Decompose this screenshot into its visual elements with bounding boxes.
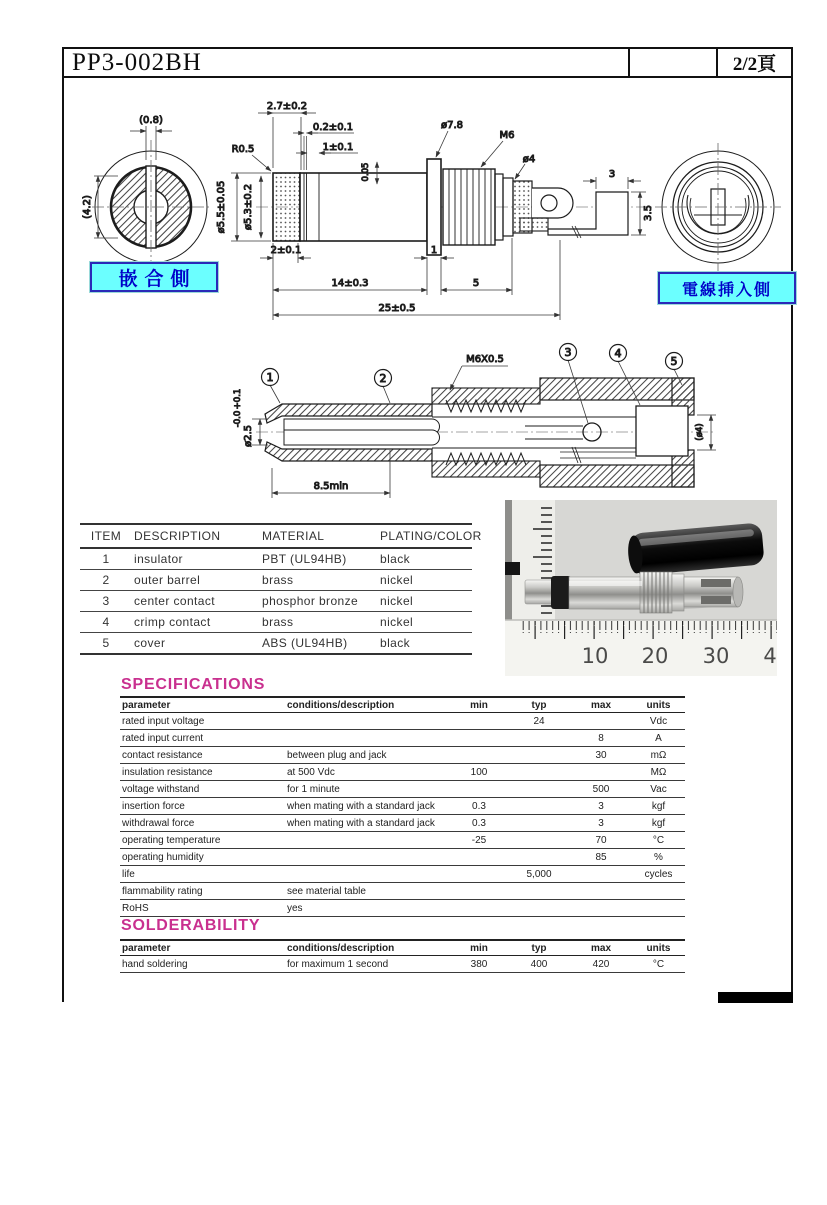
spec-row-max: 85 bbox=[570, 849, 632, 866]
spec-row-typ: 24 bbox=[508, 713, 570, 730]
parts-row-plating: nickel bbox=[378, 591, 472, 612]
parts-row bbox=[80, 612, 472, 633]
spec-row-cond: yes bbox=[285, 900, 450, 917]
spec-header-typ: typ bbox=[508, 697, 570, 713]
spec-row-cond: at 500 Vdc bbox=[285, 764, 450, 781]
spec-row-min bbox=[450, 883, 508, 900]
spec-row-units: % bbox=[632, 849, 685, 866]
dim-flange-od: ø7.8 bbox=[440, 120, 464, 131]
spec-row-units: °C bbox=[632, 832, 685, 849]
solder-row-min: 380 bbox=[450, 956, 508, 973]
spec-row bbox=[120, 866, 685, 883]
spec-row-param: flammability rating bbox=[120, 883, 285, 900]
solder-row-param: hand soldering bbox=[120, 956, 285, 973]
parts-row-item: 3 bbox=[80, 591, 132, 612]
specifications-table bbox=[120, 696, 685, 917]
parts-row bbox=[80, 548, 472, 570]
dim-cover-bore: (ø4) bbox=[695, 423, 705, 441]
spec-row-param: rated input voltage bbox=[120, 713, 285, 730]
parts-row-item: 4 bbox=[80, 612, 132, 633]
spec-row-units bbox=[632, 883, 685, 900]
spec-row-min: 100 bbox=[450, 764, 508, 781]
solder-row-units: °C bbox=[632, 956, 685, 973]
spec-row bbox=[120, 900, 685, 917]
dim-bore-tol-plus: +0.1 bbox=[233, 388, 243, 410]
bottom-corner-bar bbox=[718, 992, 793, 1003]
spec-row-param: voltage withstand bbox=[120, 781, 285, 798]
spec-row-units: mΩ bbox=[632, 747, 685, 764]
parts-row-item: 5 bbox=[80, 633, 132, 655]
dim-thread-spec: M6X0.5 bbox=[466, 354, 504, 365]
spec-row-param: operating humidity bbox=[120, 849, 285, 866]
dim-flange-width: 1 bbox=[430, 245, 438, 256]
spec-row bbox=[120, 713, 685, 730]
solder-header-typ: typ bbox=[508, 940, 570, 956]
spec-row bbox=[120, 730, 685, 747]
spec-row-max bbox=[570, 900, 632, 917]
spec-row-typ bbox=[508, 849, 570, 866]
part-number-cell bbox=[64, 49, 630, 76]
spec-row-typ bbox=[508, 900, 570, 917]
title-spacer-cell bbox=[630, 49, 718, 76]
spec-row-units: A bbox=[632, 730, 685, 747]
mating-side-text: 嵌合側 bbox=[118, 268, 197, 290]
balloon-2: 2 bbox=[379, 372, 387, 385]
parts-row-item: 1 bbox=[80, 548, 132, 570]
dim-insulator-od: ø4 bbox=[522, 154, 536, 165]
dim-front-outer-dia: (4.2) bbox=[82, 195, 93, 219]
balloon-3: 3 bbox=[564, 346, 572, 359]
parts-row-plating: nickel bbox=[378, 570, 472, 591]
parts-header-material: MATERIAL bbox=[260, 524, 378, 548]
dim-overall-length: 25±0.5 bbox=[378, 303, 416, 314]
parts-row-plating: black bbox=[378, 633, 472, 655]
spec-row-min bbox=[450, 730, 508, 747]
dim-tip-od: ø5.3±0.2 bbox=[243, 183, 254, 231]
spec-row-typ bbox=[508, 883, 570, 900]
spec-row-max: 500 bbox=[570, 781, 632, 798]
spec-row-param: insertion force bbox=[120, 798, 285, 815]
spec-row bbox=[120, 883, 685, 900]
spec-row bbox=[120, 764, 685, 781]
spec-row-param: contact resistance bbox=[120, 747, 285, 764]
specifications-heading: SPECIFICATIONS bbox=[121, 676, 266, 693]
spec-row-min bbox=[450, 849, 508, 866]
balloon-1: 1 bbox=[266, 371, 274, 384]
spec-header-conditions: conditions/description bbox=[285, 697, 450, 713]
spec-row-max: 3 bbox=[570, 815, 632, 832]
spec-header-min: min bbox=[450, 697, 508, 713]
parts-row-material: PBT (UL94HB) bbox=[260, 548, 378, 570]
spec-row-max: 3 bbox=[570, 798, 632, 815]
spec-row bbox=[120, 781, 685, 798]
spec-row-typ bbox=[508, 747, 570, 764]
spec-header-units: units bbox=[632, 697, 685, 713]
dim-chamfer: 0.05 bbox=[361, 162, 371, 182]
parts-header-row bbox=[80, 524, 472, 548]
parts-row-description: outer barrel bbox=[132, 570, 260, 591]
spec-row-units: Vac bbox=[632, 781, 685, 798]
spec-header-parameter: parameter bbox=[120, 697, 285, 713]
solder-row-typ: 400 bbox=[508, 956, 570, 973]
balloon-4: 4 bbox=[614, 347, 622, 360]
spec-row-typ bbox=[508, 764, 570, 781]
solder-header-max: max bbox=[570, 940, 632, 956]
spec-row-cond: for 1 minute bbox=[285, 781, 450, 798]
section-view-drawing bbox=[233, 344, 716, 499]
spec-row-param: withdrawal force bbox=[120, 815, 285, 832]
part-number: PP3-002BH bbox=[72, 48, 202, 76]
spec-row-max: 8 bbox=[570, 730, 632, 747]
solder-row-cond: for maximum 1 second bbox=[285, 956, 450, 973]
spec-row bbox=[120, 798, 685, 815]
spec-row-cond: when mating with a standard jack bbox=[285, 815, 450, 832]
parts-row-material: brass bbox=[260, 570, 378, 591]
spec-row-max bbox=[570, 713, 632, 730]
solderability-table bbox=[120, 939, 685, 973]
dim-barrel-od: ø5.5±0.05 bbox=[216, 180, 227, 234]
front-view-drawing bbox=[82, 115, 212, 276]
parts-row-description: cover bbox=[132, 633, 260, 655]
spec-row-typ: 5,000 bbox=[508, 866, 570, 883]
dim-tab-height: 3.5 bbox=[643, 205, 654, 221]
product-photo-image bbox=[505, 500, 777, 676]
dim-bore-tol-minus: -0.0 bbox=[233, 410, 243, 428]
dim-knurl-length: 2.7±0.2 bbox=[266, 101, 308, 112]
page-border-right bbox=[791, 47, 793, 992]
spec-row-typ bbox=[508, 798, 570, 815]
page-number: 2/2頁 bbox=[732, 54, 777, 75]
parts-row-plating: black bbox=[378, 548, 472, 570]
ruler-number-20: 20 bbox=[641, 644, 669, 668]
spec-header-max: max bbox=[570, 697, 632, 713]
spec-row-units: Vdc bbox=[632, 713, 685, 730]
spec-row-max: 30 bbox=[570, 747, 632, 764]
spec-row-min bbox=[450, 781, 508, 798]
spec-row-min bbox=[450, 747, 508, 764]
dim-bore-dia: ø2.5 bbox=[243, 424, 254, 448]
spec-row-min: 0.3 bbox=[450, 798, 508, 815]
spec-row-min: 0.3 bbox=[450, 815, 508, 832]
solder-header-parameter: parameter bbox=[120, 940, 285, 956]
spec-row-typ bbox=[508, 730, 570, 747]
parts-row bbox=[80, 633, 472, 655]
spec-row-param: operating temperature bbox=[120, 832, 285, 849]
parts-row-description: center contact bbox=[132, 591, 260, 612]
page-number-cell bbox=[718, 49, 791, 76]
spec-row-max bbox=[570, 764, 632, 781]
solder-header-units: units bbox=[632, 940, 685, 956]
spec-row-min bbox=[450, 866, 508, 883]
plug-body bbox=[525, 572, 743, 613]
dim-step-length: 1±0.1 bbox=[322, 142, 354, 153]
dim-corner-radius: R0.5 bbox=[231, 144, 255, 155]
spec-row-min bbox=[450, 713, 508, 730]
parts-row-material: phosphor bronze bbox=[260, 591, 378, 612]
balloon-5: 5 bbox=[670, 355, 678, 368]
spec-row-min bbox=[450, 900, 508, 917]
spec-row-param: insulation resistance bbox=[120, 764, 285, 781]
dim-tab-length: 3 bbox=[608, 169, 616, 180]
product-photo bbox=[505, 500, 777, 676]
spec-row-units: kgf bbox=[632, 815, 685, 832]
side-view-drawing bbox=[216, 101, 654, 320]
spec-row bbox=[120, 815, 685, 832]
parts-header-description: DESCRIPTION bbox=[132, 524, 260, 548]
spec-row-cond: see material table bbox=[285, 883, 450, 900]
dim-slot-width: (0.8) bbox=[139, 115, 163, 126]
solder-row bbox=[120, 956, 685, 973]
parts-row-description: crimp contact bbox=[132, 612, 260, 633]
parts-table bbox=[80, 523, 482, 655]
parts-header-item: ITEM bbox=[80, 524, 132, 548]
spec-row-max bbox=[570, 883, 632, 900]
spec-row-param: life bbox=[120, 866, 285, 883]
page-border-left bbox=[62, 78, 64, 1002]
ruler-number-40: 4 bbox=[763, 644, 777, 668]
spec-row-cond bbox=[285, 849, 450, 866]
spec-row-cond: between plug and jack bbox=[285, 747, 450, 764]
rear-view-drawing bbox=[655, 143, 781, 271]
engineering-drawing bbox=[65, 85, 791, 525]
parts-row-material: brass bbox=[260, 612, 378, 633]
parts-row bbox=[80, 570, 472, 591]
spec-row-max: 70 bbox=[570, 832, 632, 849]
dim-thread-callout: M6 bbox=[499, 130, 515, 141]
dim-body-length: 14±0.3 bbox=[331, 278, 369, 289]
spec-row-typ bbox=[508, 781, 570, 798]
parts-row-item: 2 bbox=[80, 570, 132, 591]
dim-thread-length: 5 bbox=[472, 278, 480, 289]
spec-header-row bbox=[120, 697, 685, 713]
dim-bore-depth: 8.5min bbox=[313, 481, 349, 492]
dim-groove-width: 0.2±0.1 bbox=[312, 122, 354, 133]
title-block bbox=[62, 47, 793, 78]
spec-row-units: MΩ bbox=[632, 764, 685, 781]
spec-row-param: rated input current bbox=[120, 730, 285, 747]
spec-row bbox=[120, 747, 685, 764]
solder-row-max: 420 bbox=[570, 956, 632, 973]
spec-row-cond bbox=[285, 730, 450, 747]
ruler-number-30: 30 bbox=[702, 644, 730, 668]
parts-row bbox=[80, 591, 472, 612]
ruler-number-10: 10 bbox=[581, 644, 609, 668]
spec-row-cond bbox=[285, 832, 450, 849]
label-wire-insertion-side bbox=[658, 272, 796, 304]
spec-row-cond bbox=[285, 713, 450, 730]
wire-insertion-side-text: 電線挿入側 bbox=[681, 281, 772, 299]
spec-row-max bbox=[570, 866, 632, 883]
parts-row-material: ABS (UL94HB) bbox=[260, 633, 378, 655]
spec-row-typ bbox=[508, 815, 570, 832]
spec-row-cond: when mating with a standard jack bbox=[285, 798, 450, 815]
solder-header-min: min bbox=[450, 940, 508, 956]
parts-row-plating: nickel bbox=[378, 612, 472, 633]
label-mating-side bbox=[90, 262, 218, 292]
parts-row-description: insulator bbox=[132, 548, 260, 570]
solder-header-conditions: conditions/description bbox=[285, 940, 450, 956]
spec-row-cond bbox=[285, 866, 450, 883]
spec-row-units bbox=[632, 900, 685, 917]
spec-row-param: RoHS bbox=[120, 900, 285, 917]
solder-header-row bbox=[120, 940, 685, 956]
dim-tip-length: 2±0.1 bbox=[270, 245, 302, 256]
spec-row-units: cycles bbox=[632, 866, 685, 883]
spec-row-typ bbox=[508, 832, 570, 849]
parts-header-plating: PLATING/COLOR bbox=[378, 524, 472, 548]
spec-row bbox=[120, 849, 685, 866]
spec-row bbox=[120, 832, 685, 849]
spec-row-min: -25 bbox=[450, 832, 508, 849]
solderability-heading: SOLDERABILITY bbox=[121, 917, 261, 934]
spec-row-units: kgf bbox=[632, 798, 685, 815]
